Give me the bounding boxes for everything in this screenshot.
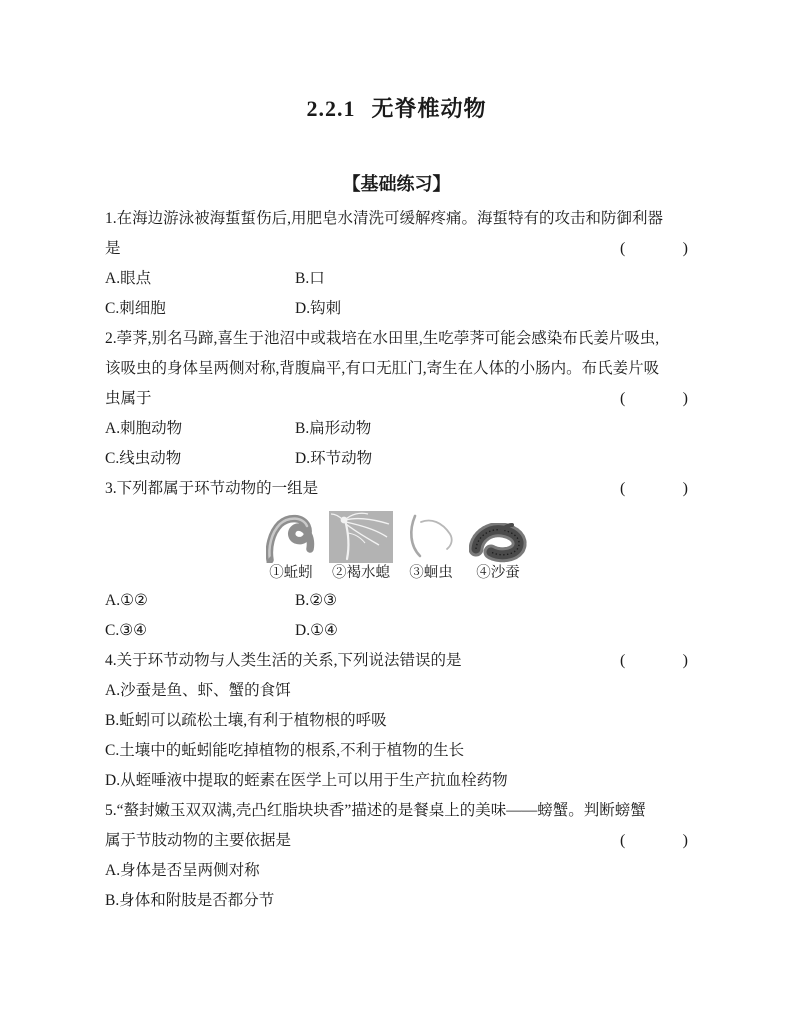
option-a: A.身体是否呈两侧对称 — [105, 862, 260, 879]
answer-blank — [620, 826, 688, 856]
question-list — [105, 204, 688, 916]
figure-earthworm — [266, 514, 316, 584]
question-stem-line: 3.下列都属于环节动物的一组是 — [105, 480, 319, 497]
option-b: B.②③ — [295, 592, 338, 609]
option-a: A.刺胞动物 — [105, 420, 183, 437]
figure-label: ②褐水螅 — [332, 565, 390, 581]
figure-hydra — [329, 511, 393, 584]
answer-blank — [620, 384, 688, 414]
question-4 — [105, 646, 688, 796]
paren-open: ( — [620, 390, 626, 407]
question-3 — [105, 474, 688, 646]
option-a: A.眼点 — [105, 270, 152, 287]
paren-close: ) — [682, 832, 688, 849]
question-5 — [105, 796, 688, 916]
paren-open: ( — [620, 832, 626, 849]
earthworm-image — [266, 514, 316, 563]
question-1 — [105, 204, 688, 324]
option-d: D.环节动物 — [295, 450, 373, 467]
answer-blank — [620, 234, 688, 264]
figure-label: ③蛔虫 — [409, 565, 453, 581]
nereis-image — [469, 523, 527, 563]
paren-close: ) — [682, 652, 688, 669]
option-group — [105, 856, 688, 916]
question-stem-line: 1.在海边游泳被海蜇蜇伤后,用肥皂水清洗可缓解疼痛。海蜇特有的攻击和防御利器 — [105, 210, 664, 227]
paren-close: ) — [682, 240, 688, 257]
option-d: D.钩刺 — [295, 300, 342, 317]
option-b: B.身体和附肢是否都分节 — [105, 892, 275, 909]
option-c: C.土壤中的蚯蚓能吃掉植物的根系,不利于植物的生长 — [105, 742, 465, 759]
question-stem-line: 5.“螯封嫩玉双双满,壳凸红脂块块香”描述的是餐桌上的美味——螃蟹。判断螃蟹 — [105, 802, 646, 819]
figure-nereis — [469, 523, 527, 584]
option-b: B.口 — [295, 270, 325, 287]
question-stem-line: 虫属于 — [105, 390, 152, 407]
option-group — [105, 676, 688, 796]
title-text: 无脊椎动物 — [371, 96, 487, 121]
option-group — [105, 414, 688, 474]
option-c: C.线虫动物 — [105, 450, 182, 467]
question-stem-line: 属于节肢动物的主要依据是 — [105, 832, 292, 849]
option-d: D.从蛭唾液中提取的蛭素在医学上可以用于生产抗血栓药物 — [105, 772, 508, 789]
section-header: 【基础练习】 — [342, 174, 451, 194]
option-d: D.①④ — [295, 622, 338, 639]
option-group — [105, 264, 688, 324]
paren-open: ( — [620, 480, 626, 497]
title-number: 2.2.1 — [306, 96, 356, 121]
option-a: A.①② — [105, 592, 148, 609]
question-stem-line: 是 — [105, 240, 121, 257]
question-stem-line: 2.荸荠,别名马蹄,喜生于池沼中或栽培在水田里,生吃荸荠可能会感染布氏姜片吸虫, — [105, 330, 660, 347]
paren-close: ) — [682, 390, 688, 407]
option-group — [105, 586, 688, 646]
animal-figure-row — [105, 504, 688, 586]
option-a: A.沙蚕是鱼、虾、蟹的食饵 — [105, 682, 291, 699]
question-stem-line: 该吸虫的身体呈两侧对称,背腹扁平,有口无肛门,寄生在人体的小肠内。布氏姜片吸 — [105, 360, 660, 377]
figure-label: ①蚯蚓 — [269, 565, 313, 581]
question-2 — [105, 324, 688, 474]
option-c: C.刺细胞 — [105, 300, 166, 317]
figure-label: ④沙蚕 — [476, 565, 520, 581]
paren-open: ( — [620, 652, 626, 669]
paren-open: ( — [620, 240, 626, 257]
page-title — [105, 92, 688, 126]
question-stem-line: 4.关于环节动物与人类生活的关系,下列说法错误的是 — [105, 652, 462, 669]
hydra-image — [329, 511, 393, 563]
paren-close: ) — [682, 480, 688, 497]
roundworm-image — [406, 513, 456, 563]
answer-blank — [620, 474, 688, 504]
option-b: B.蚯蚓可以疏松土壤,有利于植物根的呼吸 — [105, 712, 387, 729]
figure-roundworm — [406, 513, 456, 584]
option-c: C.③④ — [105, 622, 148, 639]
answer-blank — [620, 646, 688, 676]
option-b: B.扁形动物 — [295, 420, 372, 437]
